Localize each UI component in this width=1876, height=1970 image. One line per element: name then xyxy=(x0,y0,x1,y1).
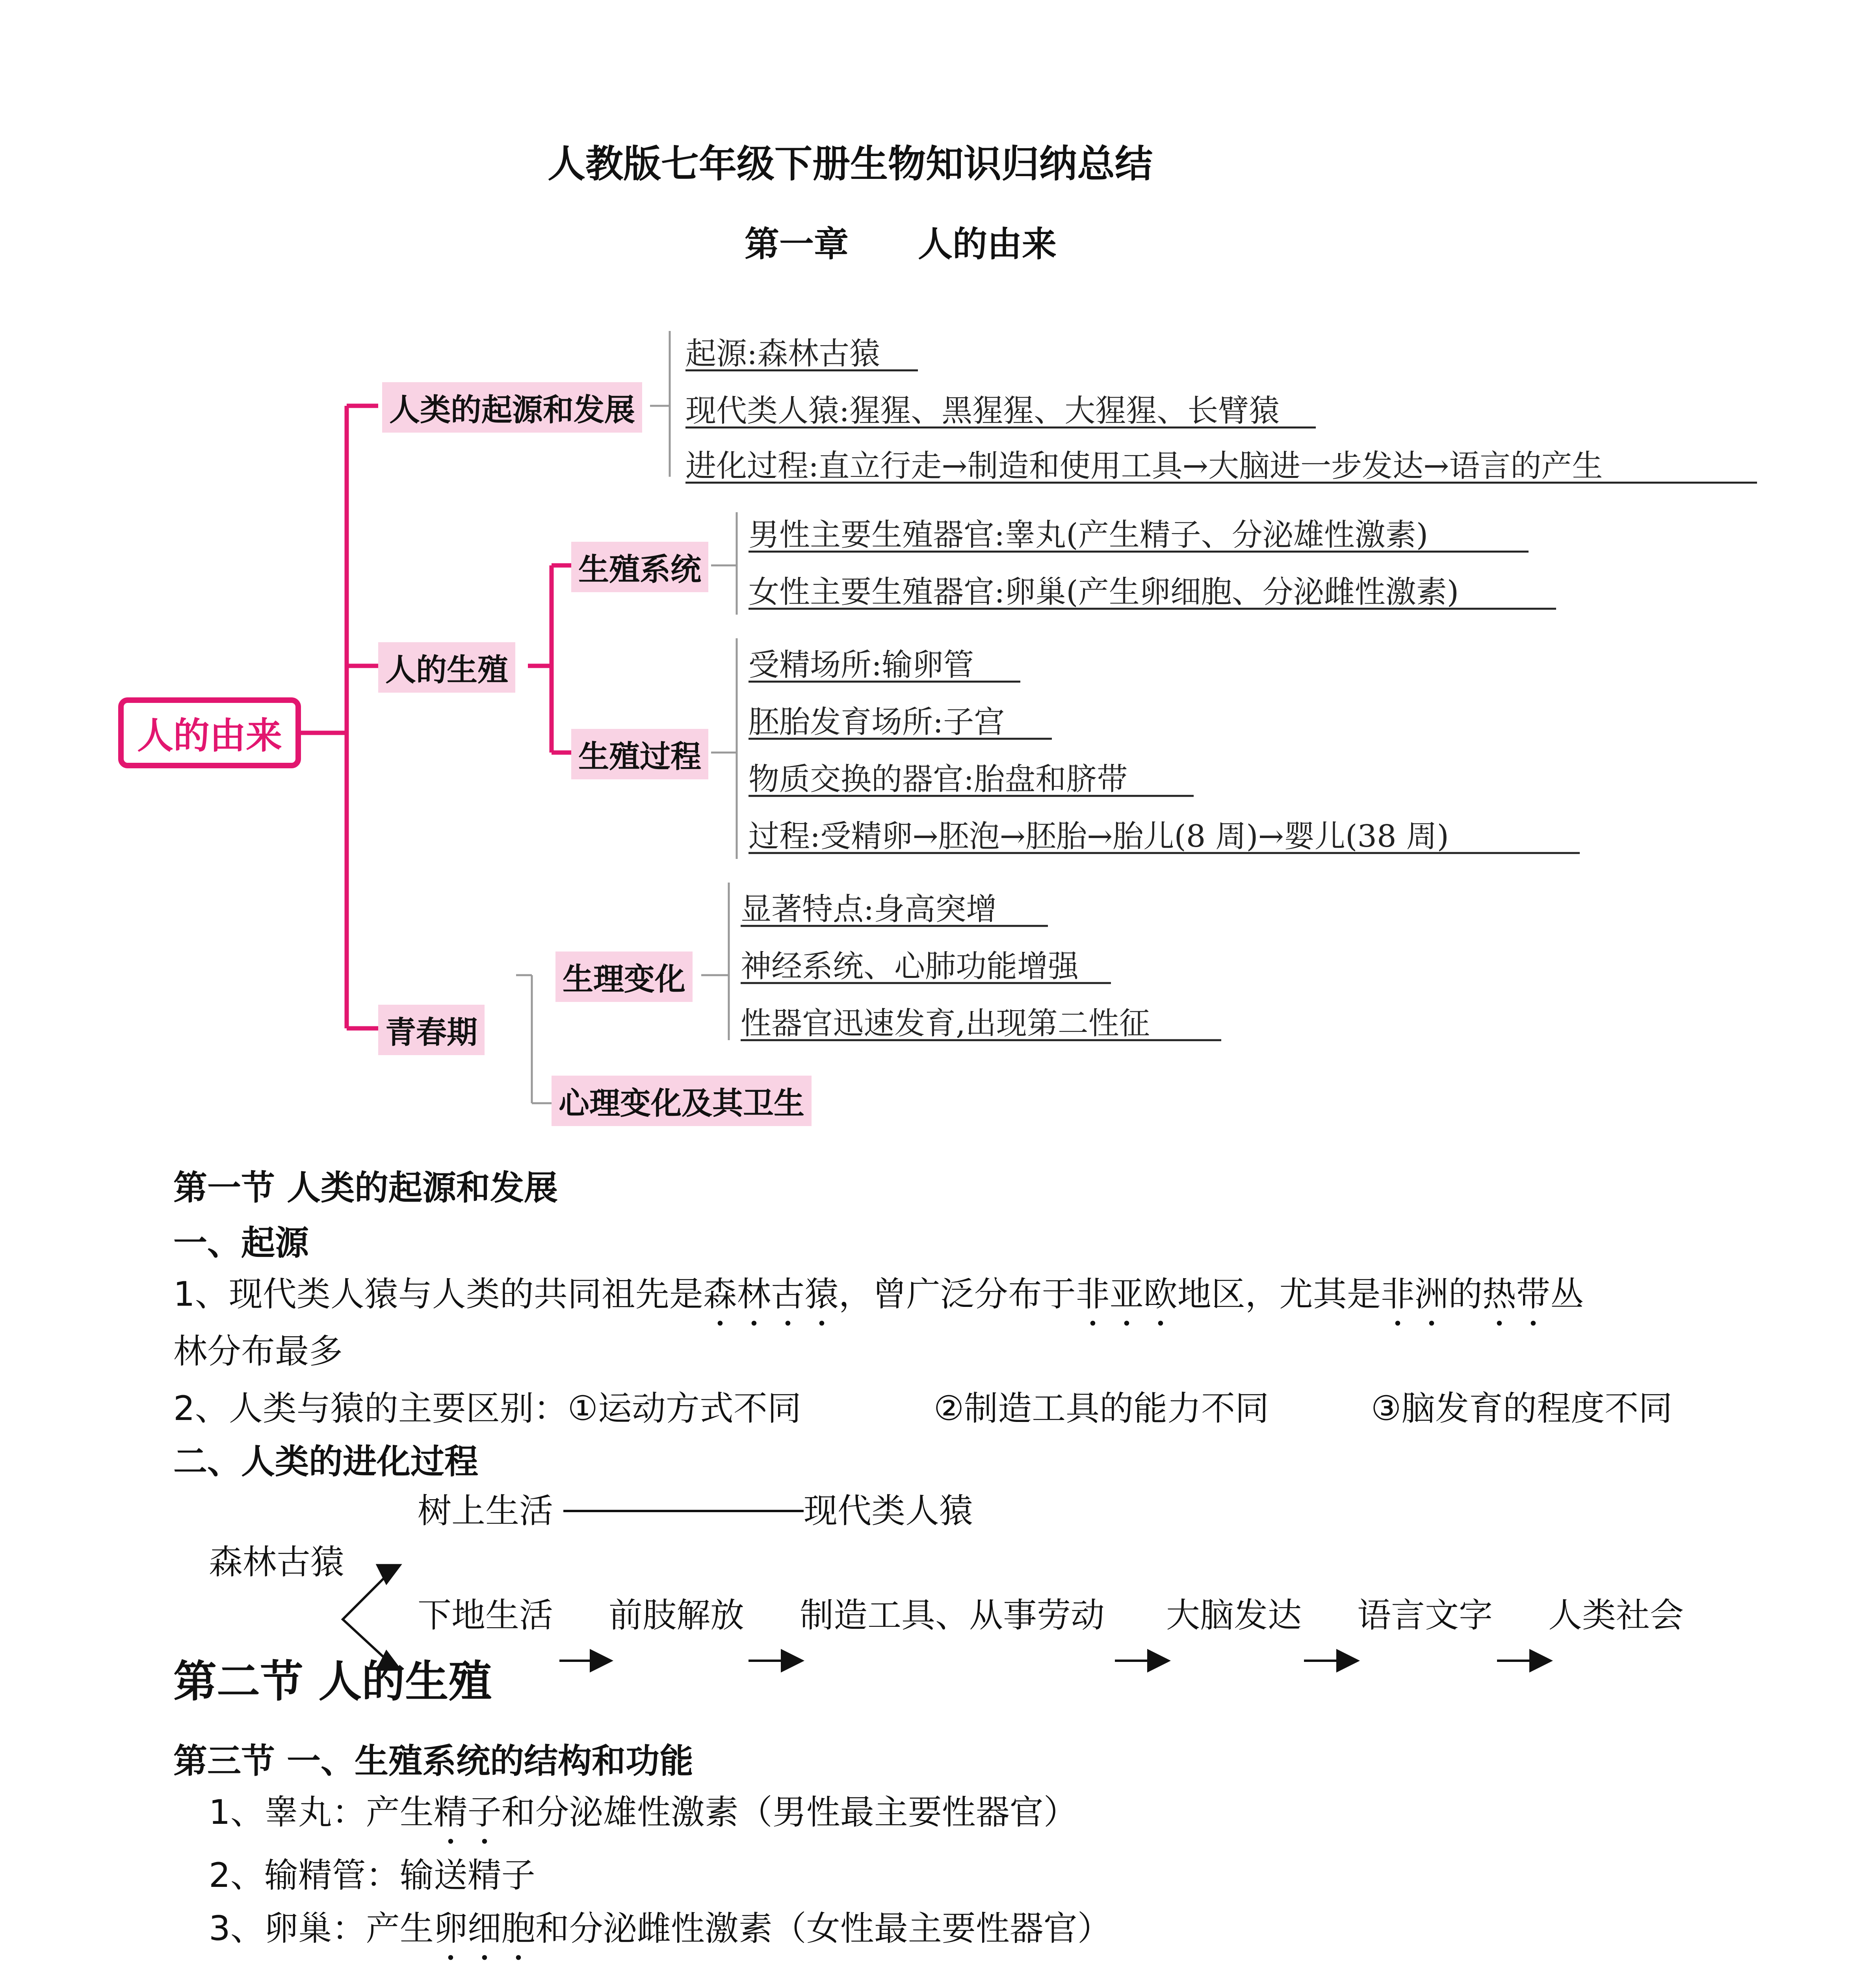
origin-line-1: 1、现代类人猿与人类的共同祖先是森林古猿，曾广泛分布于非亚欧地区，尤其是非洲的热带丛 xyxy=(173,1275,1584,1314)
mindmap-leaf: 性器官迅速发育,出现第二性征 xyxy=(741,1006,1150,1041)
difference-line-a: 2、人类与猿的主要区别：①运动方式不同 xyxy=(173,1389,801,1428)
organ-item: 1、睾丸：产生精子和分泌雄性激素（男性最主要性器官） xyxy=(209,1793,1077,1832)
evo-modern-ape: 现代类人猿 xyxy=(804,1491,973,1531)
mindmap-node-reproduction: 人的生殖 xyxy=(378,642,515,693)
chapter-number: 第一章 xyxy=(745,224,849,264)
mindmap-node-origin: 人类的起源和发展 xyxy=(382,382,642,433)
organ-item: 2、输精管：输送精子 xyxy=(209,1856,535,1895)
section-1-heading: 第一节 人类的起源和发展 xyxy=(173,1168,558,1208)
mindmap-leaf: 起源:森林古猿 xyxy=(685,336,880,372)
mindmap-leaf: 过程:受精卵→胚泡→胚胎→胎儿(8 周)→婴儿(38 周) xyxy=(749,819,1449,854)
mindmap-leaf: 显著特点:身高突增 xyxy=(741,892,997,927)
difference-line-c: ③脑发育的程度不同 xyxy=(1371,1389,1673,1428)
mindmap-leaf: 现代类人猿:猩猩、黑猩猩、大猩猩、长臂猿 xyxy=(685,393,1280,429)
section-2-heading: 第二节 人的生殖 xyxy=(173,1656,492,1707)
chapter-name: 人的由来 xyxy=(918,224,1057,264)
mindmap-leaf: 神经系统、心肺功能增强 xyxy=(741,949,1079,984)
mindmap-node-reproductive-process: 生殖过程 xyxy=(571,729,708,779)
mindmap-leaf: 进化过程:直立行走→制造和使用工具→大脑进一步发达→语言的产生 xyxy=(685,448,1603,484)
mindmap-leaf: 女性主要生殖器官:卵巢(产生卵细胞、分泌雌性激素) xyxy=(749,574,1459,610)
mindmap-node-puberty: 青春期 xyxy=(378,1005,485,1055)
evo-step: 语言文字 xyxy=(1357,1596,1493,1635)
mindmap-leaf: 受精场所:输卵管 xyxy=(749,647,974,683)
mindmap-node-reproductive-system: 生殖系统 xyxy=(571,542,708,592)
evo-tree-life: 树上生活 xyxy=(418,1491,553,1531)
evo-step: 前肢解放 xyxy=(609,1596,744,1635)
evo-forest-ape: 森林古猿 xyxy=(209,1543,344,1582)
page-title: 人教版七年级下册生物知识归纳总结 xyxy=(548,142,1153,186)
mindmap-leaf: 物质交换的器官:胎盘和脐带 xyxy=(749,762,1128,797)
mindmap-node-psychological-change: 心理变化及其卫生 xyxy=(552,1076,812,1126)
mindmap-root: 人的由来 xyxy=(118,697,301,768)
subsection-evolution: 二、人类的进化过程 xyxy=(173,1442,478,1481)
evo-step: 大脑发达 xyxy=(1166,1596,1302,1635)
section-3-heading: 第三节 一、生殖系统的结构和功能 xyxy=(173,1741,693,1781)
subsection-origin: 一、起源 xyxy=(173,1223,309,1263)
origin-line-1-cont: 林分布最多 xyxy=(173,1332,343,1371)
evo-step: 人类社会 xyxy=(1548,1596,1684,1635)
mindmap-leaf: 胚胎发育场所:子宫 xyxy=(749,704,1005,740)
evo-step: 制造工具、从事劳动 xyxy=(800,1596,1105,1635)
difference-line-b: ②制造工具的能力不同 xyxy=(934,1389,1269,1428)
organ-item: 3、卵巢：产生卵细胞和分泌雌性激素（女性最主要性器官） xyxy=(209,1909,1111,1948)
evo-step: 下地生活 xyxy=(418,1596,553,1635)
mindmap-leaf: 男性主要生殖器官:睾丸(产生精子、分泌雄性激素) xyxy=(749,517,1428,553)
mindmap-branches xyxy=(299,406,571,1028)
mindmap-node-physiological-change: 生理变化 xyxy=(555,952,693,1002)
organ-item xyxy=(209,1964,1111,1970)
